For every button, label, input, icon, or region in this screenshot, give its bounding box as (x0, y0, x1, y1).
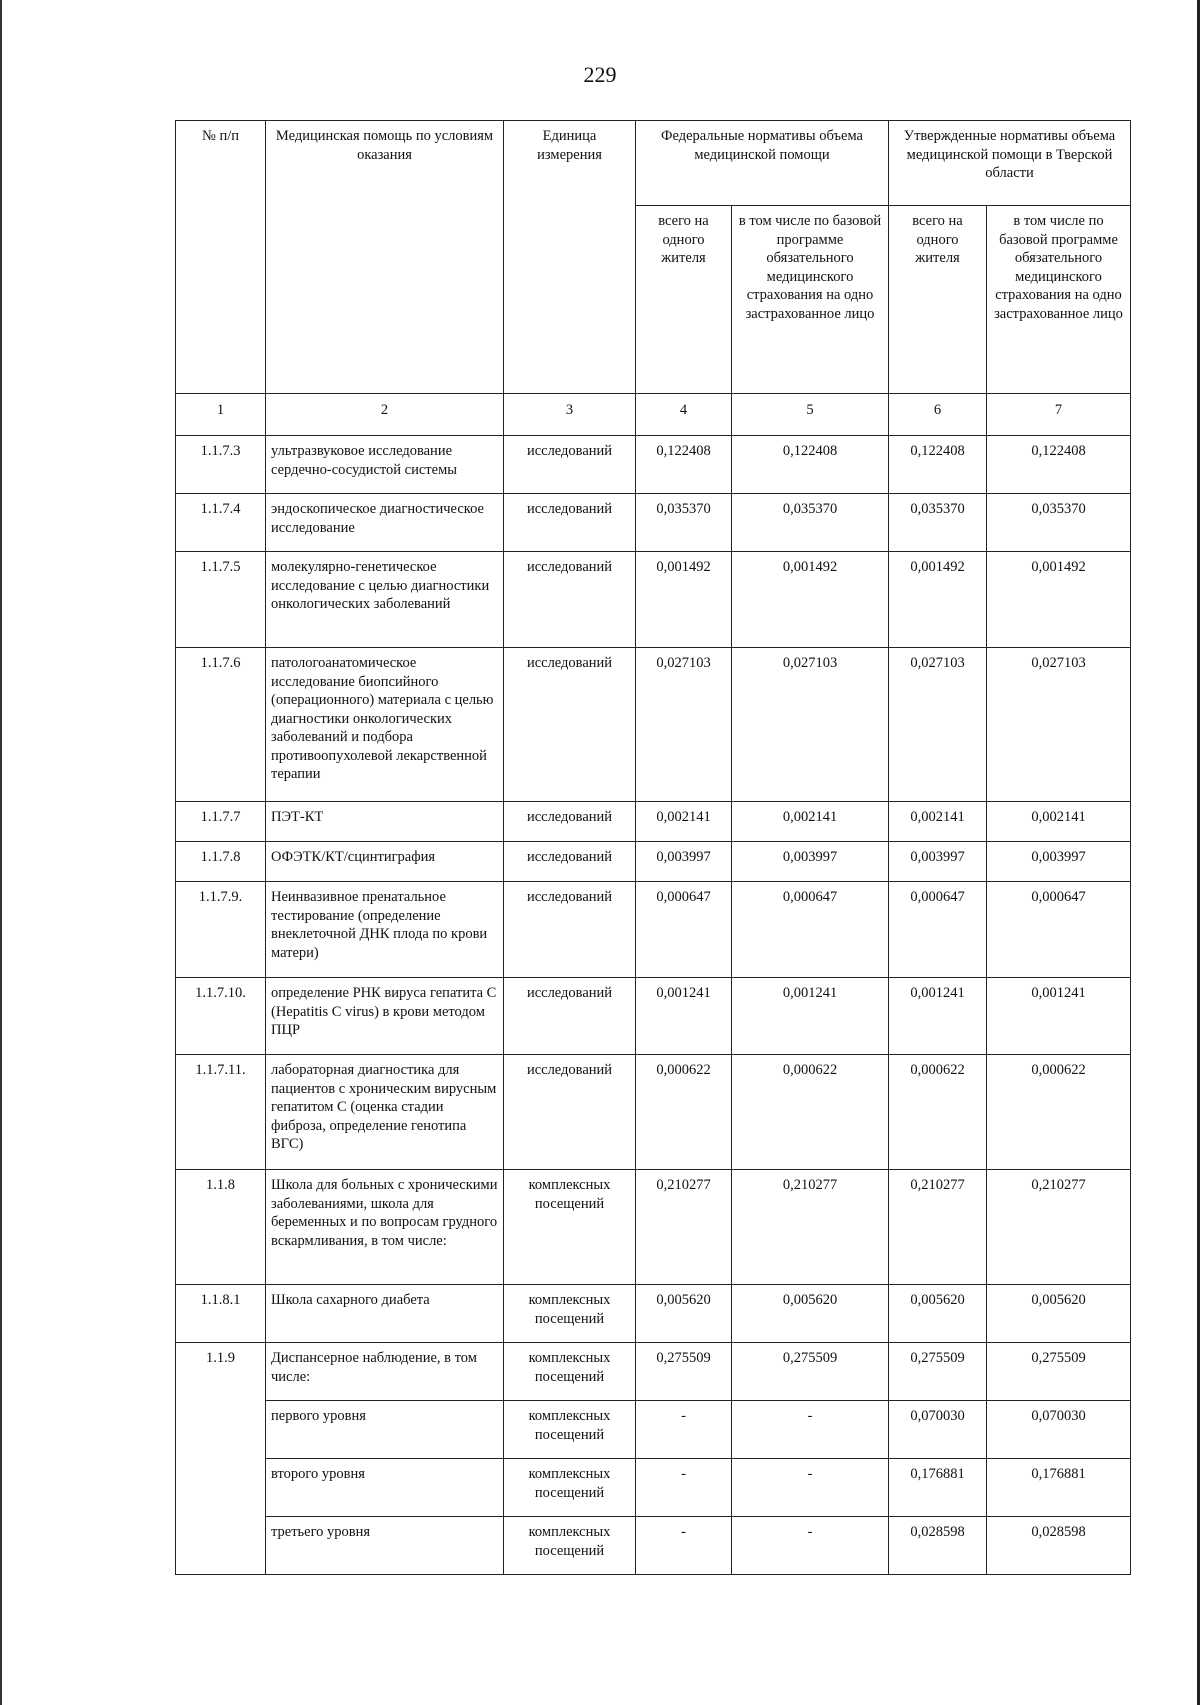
regional-total-value: 0,210277 (889, 1170, 987, 1285)
column-index: 5 (732, 394, 889, 436)
unit: исследований (504, 436, 636, 494)
regional-oms-value: 0,070030 (987, 1401, 1131, 1459)
row-number: 1.1.7.6 (176, 648, 266, 802)
federal-oms-value: - (732, 1517, 889, 1575)
unit: исследований (504, 1055, 636, 1170)
federal-oms-value: 0,122408 (732, 436, 889, 494)
federal-total-value: 0,001492 (636, 552, 732, 648)
federal-total-value: 0,002141 (636, 802, 732, 842)
care-type: эндоскопическое диагностическое исследование (266, 494, 504, 552)
federal-oms-value: 0,000622 (732, 1055, 889, 1170)
column-index: 2 (266, 394, 504, 436)
regional-total-value: 0,176881 (889, 1459, 987, 1517)
regional-total-value: 0,000622 (889, 1055, 987, 1170)
care-type: Школа для больных с хроническими заболеваниями, школа для беременных и по вопросам грудного вскармливания, в том числе: (266, 1170, 504, 1285)
regional-total-value: 0,027103 (889, 648, 987, 802)
column-index: 4 (636, 394, 732, 436)
federal-oms-value: 0,000647 (732, 882, 889, 978)
column-index: 7 (987, 394, 1131, 436)
care-type: молекулярно-генетическое исследование с целью диагностики онкологических заболеваний (266, 552, 504, 648)
row-number: 1.1.7.4 (176, 494, 266, 552)
regional-oms-value: 0,002141 (987, 802, 1131, 842)
table-row (176, 882, 1131, 978)
federal-total-value: 0,003997 (636, 842, 732, 882)
regional-total-value: 0,028598 (889, 1517, 987, 1575)
regional-oms-value: 0,000647 (987, 882, 1131, 978)
row-number: 1.1.7.10. (176, 978, 266, 1055)
federal-total-value: - (636, 1459, 732, 1517)
care-type: второго уровня (266, 1459, 504, 1517)
table-row (176, 1055, 1131, 1170)
regional-oms-value: 0,000622 (987, 1055, 1131, 1170)
header-row-top (176, 121, 1131, 206)
care-type: Школа сахарного диабета (266, 1285, 504, 1343)
table-row (176, 1459, 1131, 1517)
regional-oms-value: 0,028598 (987, 1517, 1131, 1575)
regional-total-value: 0,005620 (889, 1285, 987, 1343)
table-row (176, 978, 1131, 1055)
regional-oms-value: 0,001492 (987, 552, 1131, 648)
regional-total-value: 0,000647 (889, 882, 987, 978)
header-federal-total: всего на одного жителя (636, 206, 732, 394)
unit: исследований (504, 494, 636, 552)
regional-oms-value: 0,035370 (987, 494, 1131, 552)
care-type: Диспансерное наблюдение, в том числе: (266, 1343, 504, 1401)
regional-oms-value: 0,005620 (987, 1285, 1131, 1343)
care-type: третьего уровня (266, 1517, 504, 1575)
norms-table (175, 120, 1131, 1575)
federal-oms-value: 0,275509 (732, 1343, 889, 1401)
row-number: 1.1.7.11. (176, 1055, 266, 1170)
care-type: Неинвазивное пренатальное тестирование (определение внеклеточной ДНК плода по крови матери) (266, 882, 504, 978)
care-type: определение РНК вируса гепатита С (Hepatitis C virus) в крови методом ПЦР (266, 978, 504, 1055)
federal-total-value: 0,000622 (636, 1055, 732, 1170)
regional-total-value: 0,122408 (889, 436, 987, 494)
table-row (176, 648, 1131, 802)
regional-oms-value: 0,027103 (987, 648, 1131, 802)
regional-total-value: 0,003997 (889, 842, 987, 882)
federal-total-value: 0,275509 (636, 1343, 732, 1401)
row-number: 1.1.7.3 (176, 436, 266, 494)
unit: исследований (504, 882, 636, 978)
table-row (176, 1285, 1131, 1343)
column-index: 3 (504, 394, 636, 436)
column-index-row (176, 394, 1131, 436)
header-regional-total: всего на одного жителя (889, 206, 987, 394)
federal-total-value: 0,000647 (636, 882, 732, 978)
care-type: ПЭТ-КТ (266, 802, 504, 842)
header-federal-oms: в том числе по базовой программе обязательного медицинского страхования на одно застрахованное лицо (732, 206, 889, 394)
row-number: 1.1.7.7 (176, 802, 266, 842)
unit: комплексных посещений (504, 1401, 636, 1459)
unit: комплексных посещений (504, 1343, 636, 1401)
unit: исследований (504, 842, 636, 882)
federal-total-value: 0,027103 (636, 648, 732, 802)
regional-oms-value: 0,210277 (987, 1170, 1131, 1285)
unit: комплексных посещений (504, 1517, 636, 1575)
column-index: 6 (889, 394, 987, 436)
regional-oms-value: 0,275509 (987, 1343, 1131, 1401)
page-number: 229 (583, 62, 617, 87)
unit: комплексных посещений (504, 1459, 636, 1517)
regional-oms-value: 0,122408 (987, 436, 1131, 494)
header-unit: Единица измерения (504, 121, 636, 394)
table-row (176, 1517, 1131, 1575)
table-row (176, 436, 1131, 494)
table-row (176, 1170, 1131, 1285)
row-number: 1.1.9 (176, 1343, 266, 1575)
scan-edge-left (0, 0, 2, 1705)
header-care-type: Медицинская помощь по условиям оказания (266, 121, 504, 394)
regional-oms-value: 0,176881 (987, 1459, 1131, 1517)
table-row (176, 802, 1131, 842)
federal-oms-value: - (732, 1401, 889, 1459)
row-number: 1.1.8 (176, 1170, 266, 1285)
federal-oms-value: 0,001241 (732, 978, 889, 1055)
header-regional-oms: в том числе по базовой программе обязательного медицинского страхования на одно застрахованное лицо (987, 206, 1131, 394)
federal-oms-value: 0,001492 (732, 552, 889, 648)
federal-total-value: 0,005620 (636, 1285, 732, 1343)
row-number: 1.1.7.9. (176, 882, 266, 978)
federal-oms-value: 0,005620 (732, 1285, 889, 1343)
federal-total-value: 0,001241 (636, 978, 732, 1055)
federal-oms-value: 0,210277 (732, 1170, 889, 1285)
federal-total-value: - (636, 1401, 732, 1459)
header-num: № п/п (176, 121, 266, 394)
regional-total-value: 0,035370 (889, 494, 987, 552)
header-federal: Федеральные нормативы объема медицинской помощи (636, 121, 889, 206)
unit: исследований (504, 978, 636, 1055)
regional-total-value: 0,070030 (889, 1401, 987, 1459)
table-row (176, 842, 1131, 882)
regional-total-value: 0,001492 (889, 552, 987, 648)
unit: исследований (504, 552, 636, 648)
federal-total-value: - (636, 1517, 732, 1575)
regional-total-value: 0,001241 (889, 978, 987, 1055)
header-regional: Утвержденные нормативы объема медицинской помощи в Тверской области (889, 121, 1131, 206)
column-index: 1 (176, 394, 266, 436)
regional-total-value: 0,275509 (889, 1343, 987, 1401)
federal-total-value: 0,122408 (636, 436, 732, 494)
unit: комплексных посещений (504, 1285, 636, 1343)
federal-oms-value: 0,027103 (732, 648, 889, 802)
federal-total-value: 0,210277 (636, 1170, 732, 1285)
row-number: 1.1.8.1 (176, 1285, 266, 1343)
care-type: ультразвуковое исследование сердечно-сосудистой системы (266, 436, 504, 494)
care-type: первого уровня (266, 1401, 504, 1459)
regional-total-value: 0,002141 (889, 802, 987, 842)
table-row (176, 552, 1131, 648)
regional-oms-value: 0,001241 (987, 978, 1131, 1055)
row-number: 1.1.7.8 (176, 842, 266, 882)
care-type: патологоанатомическое исследование биопсийного (операционного) материала с целью диагностики онкологических заболеваний и подбора противоопухолевой лекарственной терапии (266, 648, 504, 802)
table-row (176, 1401, 1131, 1459)
unit: исследований (504, 648, 636, 802)
care-type: лабораторная диагностика для пациентов с хроническим вирусным гепатитом С (оценка стадии фиброза, определение генотипа ВГС) (266, 1055, 504, 1170)
care-type: ОФЭТК/КТ/сцинтиграфия (266, 842, 504, 882)
table-row (176, 1343, 1131, 1401)
federal-oms-value: 0,035370 (732, 494, 889, 552)
federal-total-value: 0,035370 (636, 494, 732, 552)
table-row (176, 494, 1131, 552)
regional-oms-value: 0,003997 (987, 842, 1131, 882)
federal-oms-value: 0,003997 (732, 842, 889, 882)
row-number: 1.1.7.5 (176, 552, 266, 648)
federal-oms-value: - (732, 1459, 889, 1517)
unit: исследований (504, 802, 636, 842)
unit: комплексных посещений (504, 1170, 636, 1285)
federal-oms-value: 0,002141 (732, 802, 889, 842)
